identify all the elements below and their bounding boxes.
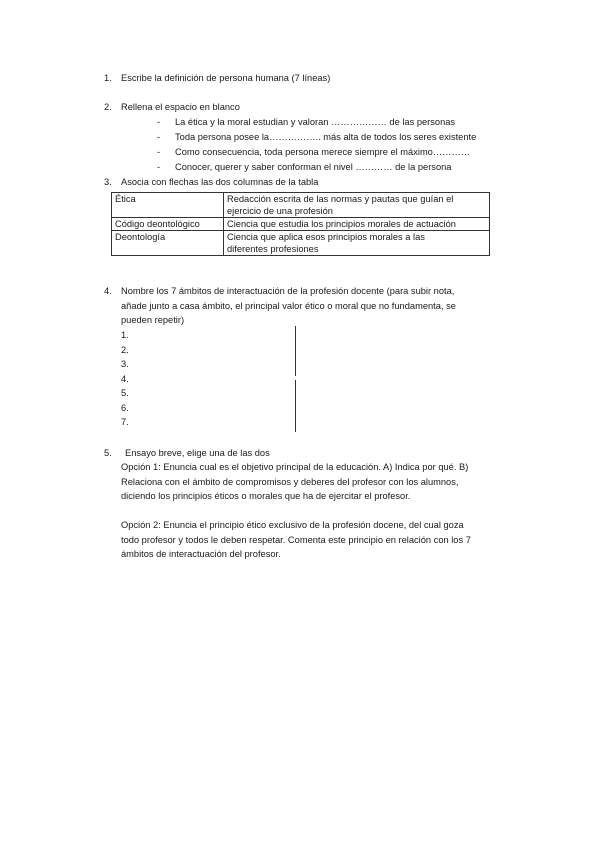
table-cell-left: Código deontológico bbox=[112, 218, 224, 231]
q2-item-text: Conocer, querer y saber conforman el nivel ………… de la persona bbox=[175, 162, 452, 172]
column-divider-line bbox=[295, 380, 296, 432]
q2-item-text: La ética y la moral estudian y valoran ……………… de las personas bbox=[175, 117, 456, 127]
q2-item-text: Como consecuencia, toda persona merece siempre el máximo………… bbox=[175, 147, 471, 157]
q2-item-dash: - bbox=[157, 162, 161, 172]
q2-item-dash: - bbox=[157, 117, 161, 127]
q5-option2-line: Opción 2: Enuncia el principio ético exclusivo de la profesión docene, del cual goza bbox=[121, 520, 464, 530]
table-cell-line: Redacción escrita de las normas y pautas que guían el bbox=[227, 194, 454, 204]
q1-text: Escribe la definición de persona humana (7 líneas) bbox=[121, 73, 331, 83]
q2-item-dash: - bbox=[157, 132, 161, 142]
q1-number: 1. bbox=[104, 73, 112, 83]
q5-option1-line: Opción 1: Enuncia cual es el objetivo principal de la educación. A) Indica por qué. B) bbox=[121, 462, 469, 472]
q4-line: añade junto a casa ámbito, el principal valor ético o moral que no fundamenta, se bbox=[121, 301, 456, 311]
q4-list-item: 7. bbox=[121, 417, 129, 427]
table-cell-right bbox=[224, 193, 490, 218]
q2-number: 2. bbox=[104, 102, 112, 112]
q5-option2-line: todo profesor y todos le deben respetar. Comenta este principio en relación con los 7 bbox=[121, 535, 471, 545]
q4-list-item: 5. bbox=[121, 388, 129, 398]
q4-number: 4. bbox=[104, 286, 112, 296]
table-cell-line: Ciencia que aplica esos principios morales a las bbox=[227, 232, 425, 242]
table-cell-left: Ética bbox=[112, 193, 224, 218]
table-cell-left: Deontología bbox=[112, 231, 224, 256]
column-divider-line bbox=[295, 326, 296, 376]
table-cell-line: Ciencia que estudia los principios morales de actuación bbox=[227, 219, 456, 229]
table-cell-right bbox=[224, 218, 490, 231]
q4-list-item: 1. bbox=[121, 330, 129, 340]
q2-item-text: Toda persona posee la…………….. más alta de todos los seres existente bbox=[175, 132, 477, 142]
table-row bbox=[112, 231, 490, 256]
q4-list-item: 6. bbox=[121, 403, 129, 413]
q4-list-item: 4. bbox=[121, 374, 129, 384]
q2-item-dash: - bbox=[157, 147, 161, 157]
q5-number: 5. bbox=[104, 448, 112, 458]
q5-option1-line: diciendo los principios éticos o morales que ha de ejercitar el profesor. bbox=[121, 491, 411, 501]
table-cell-line: ejercicio de una profesión bbox=[227, 206, 333, 216]
q5-option1-line: Relaciona con el ámbito de compromisos y deberes del profesor con los alumnos, bbox=[121, 477, 459, 487]
q4-line: pueden repetir) bbox=[121, 315, 185, 325]
q4-line: Nombre los 7 ámbitos de interactuación de la profesión docente (para subir nota, bbox=[121, 286, 455, 296]
q4-list-item: 2. bbox=[121, 345, 129, 355]
q5-option2-line: ámbitos de interactuación del profesor. bbox=[121, 549, 281, 559]
table-cell-line: diferentes profesiones bbox=[227, 244, 319, 254]
table-cell-right bbox=[224, 231, 490, 256]
q2-text: Rellena el espacio en blanco bbox=[121, 102, 240, 112]
association-table bbox=[111, 192, 490, 256]
q3-number: 3. bbox=[104, 177, 112, 187]
q3-text: Asocia con flechas las dos columnas de la tabla bbox=[121, 177, 319, 187]
q5-text: Ensayo breve, elige una de las dos bbox=[125, 448, 270, 458]
table-row bbox=[112, 218, 490, 231]
table-row bbox=[112, 193, 490, 218]
q4-list-item: 3. bbox=[121, 359, 129, 369]
